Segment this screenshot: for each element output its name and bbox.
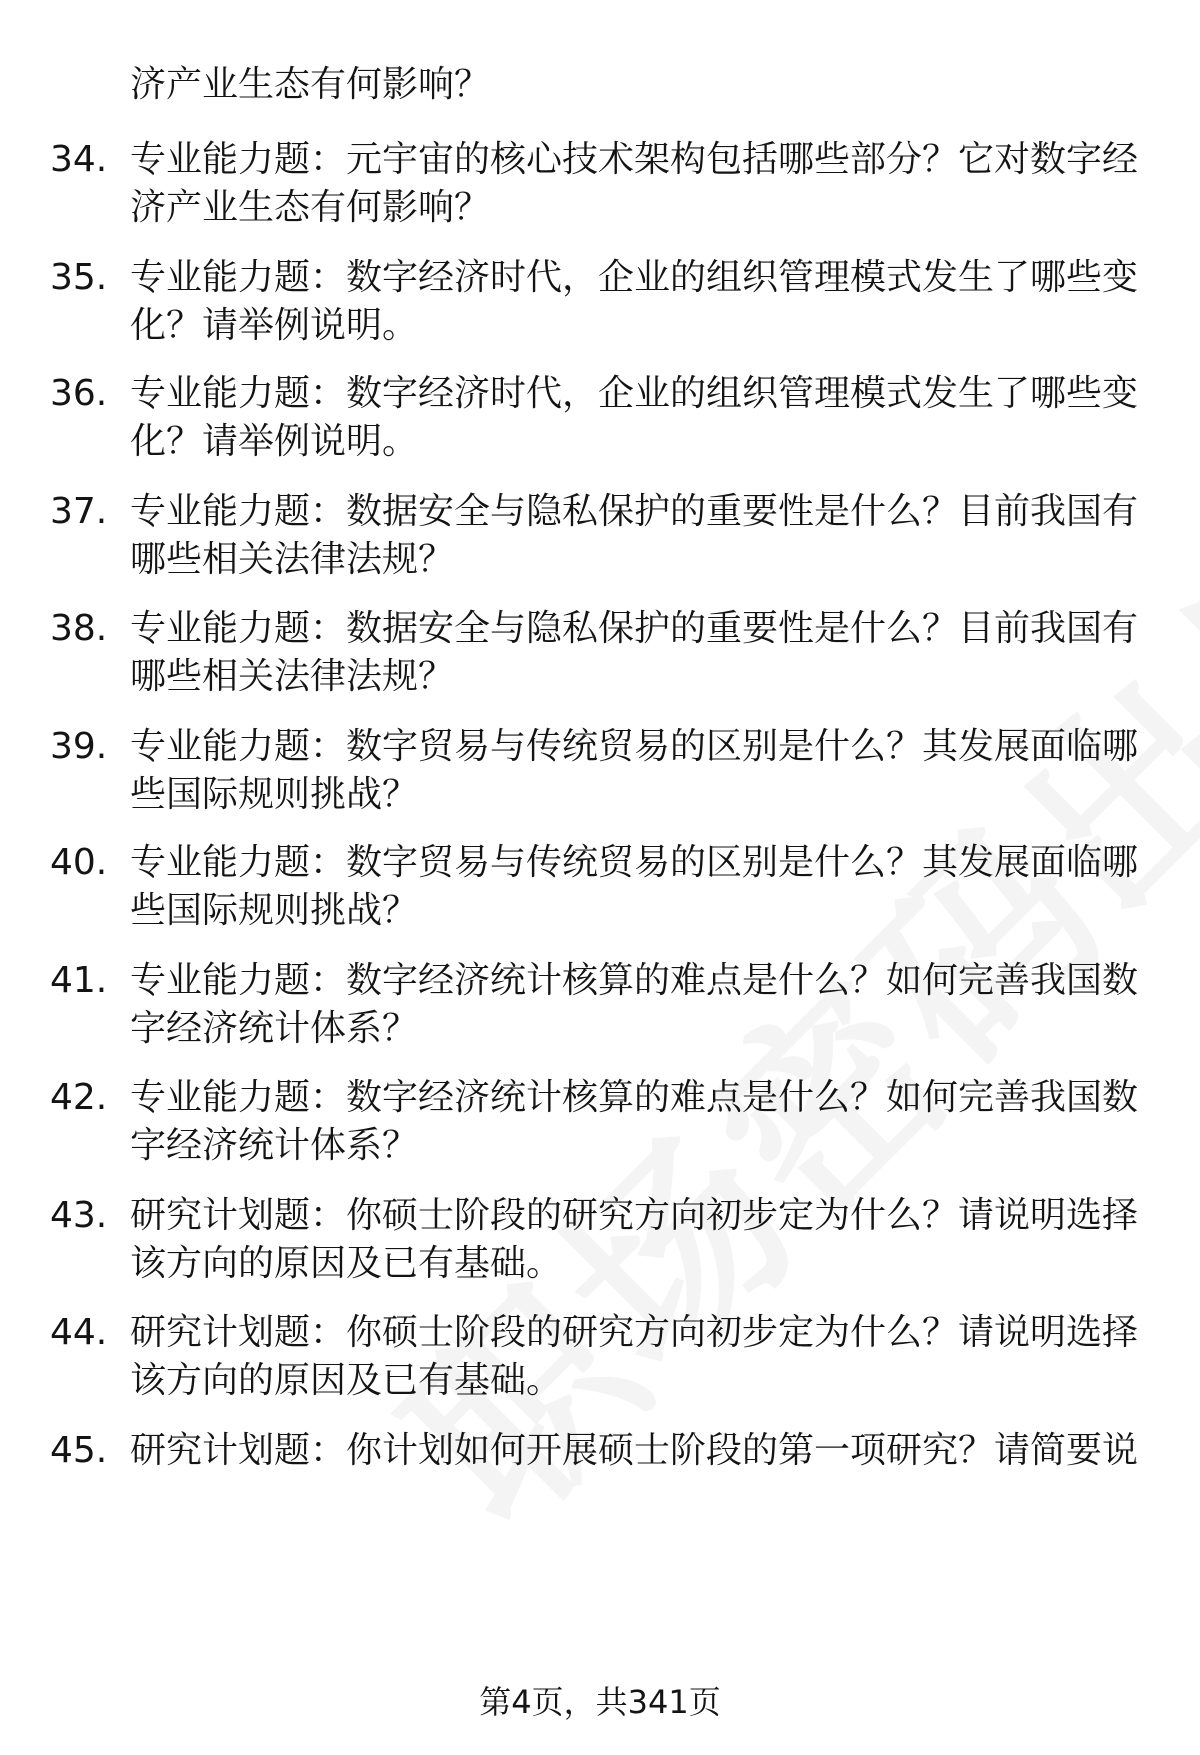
continuation-line: 济产业生态有何影响？ [130,64,491,105]
question-item [0,369,1200,479]
question-text-line1: 专业能力题：数字经济时代，企业的组织管理模式发生了哪些变 [130,373,1139,414]
question-number: 41. [50,960,108,1001]
question-item [0,604,1200,714]
question-number: 37. [50,491,108,532]
page-footer: 第4页，共341页 [479,1683,721,1721]
question-text-line2: 些国际规则挑战？ [130,774,419,815]
question-number: 43. [50,1195,108,1236]
question-number: 42. [50,1077,108,1118]
question-number: 35. [50,257,108,298]
question-item [0,135,1200,245]
question-text-line1: 专业能力题：数字经济统计核算的难点是什么？如何完善我国数 [130,960,1139,1001]
question-item [0,1191,1200,1301]
question-number: 34. [50,139,108,180]
question-text-line2: 哪些相关法律法规？ [130,656,455,697]
question-number: 40. [50,842,108,883]
question-text-line1: 专业能力题：数字经济时代，企业的组织管理模式发生了哪些变 [130,257,1139,298]
question-item [0,1426,1200,1536]
question-item [0,956,1200,1066]
question-text-line2: 济产业生态有何影响？ [130,187,491,228]
question-text-line2: 该方向的原因及已有基础。 [130,1360,563,1401]
question-text-line1: 专业能力题：数字贸易与传统贸易的区别是什么？其发展面临哪 [130,726,1139,767]
question-text-line2: 些国际规则挑战？ [130,890,419,931]
question-number: 39. [50,726,108,767]
question-number: 44. [50,1312,108,1353]
question-text-line1: 研究计划题：你硕士阶段的研究方向初步定为什么？请说明选择 [130,1195,1139,1236]
question-item [0,1308,1200,1418]
question-number: 38. [50,608,108,649]
question-item [0,1073,1200,1183]
question-number: 36. [50,373,108,414]
question-text-line2: 字经济统计体系？ [130,1008,419,1049]
question-text-line1: 专业能力题：数字贸易与传统贸易的区别是什么？其发展面临哪 [130,842,1139,883]
question-text-line2: 哪些相关法律法规？ [130,539,455,580]
question-text-line1: 专业能力题：数字经济统计核算的难点是什么？如何完善我国数 [130,1077,1139,1118]
question-item [0,838,1200,948]
question-item [0,253,1200,363]
question-text-line1: 专业能力题：数据安全与隐私保护的重要性是什么？目前我国有 [130,491,1139,532]
question-number: 45. [50,1430,108,1471]
question-item [0,722,1200,832]
question-text-line2: 该方向的原因及已有基础。 [130,1243,563,1284]
question-item [0,487,1200,597]
question-text-line1: 专业能力题：数据安全与隐私保护的重要性是什么？目前我国有 [130,608,1139,649]
question-text-line1: 研究计划题：你计划如何开展硕士阶段的第一项研究？请简要说 [130,1430,1139,1471]
question-text-line1: 研究计划题：你硕士阶段的研究方向初步定为什么？请说明选择 [130,1312,1139,1353]
question-text-line1: 专业能力题：元宇宙的核心技术架构包括哪些部分？它对数字经 [130,139,1139,180]
question-text-line2: 字经济统计体系？ [130,1125,419,1166]
question-text-line2: 化？请举例说明。 [130,305,419,346]
question-text-line2: 化？请举例说明。 [130,421,419,462]
